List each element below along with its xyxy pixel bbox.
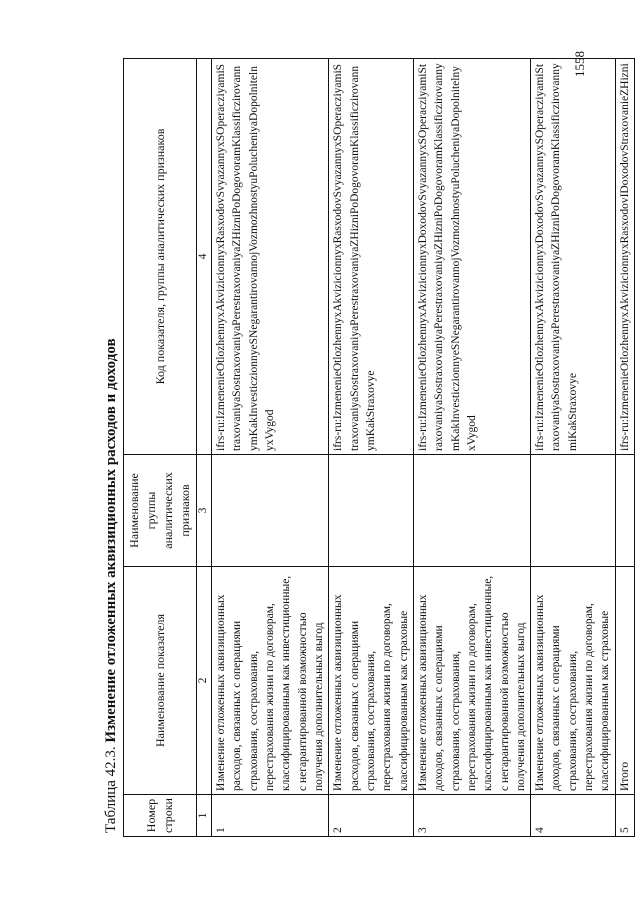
table-row (615, 59, 634, 837)
indicator-code: ifrs-ru:IzmenenieOtlozhennyxAkvizicionnyxRasxodovIDoxodovStraxovanieZHizni (615, 59, 634, 455)
indicator-name: Изменение отложенных аквизиционных расходов, связанных с операциями страхования, сострахования, перестрахования жизни по договорам, классифицированным как инвестиционные, с негарантированной возможностью получения дополнительных выгод (211, 567, 328, 795)
indicator-code: ifrs-ru:IzmenenieOtlozhennyxAkvizicionnyxRasxodovSvyazannyxSOperacziyamiStraxovaniyaSostraxovaniyaPerestraxovaniyaZHizniPoDogovoramKlassificzirovannymKakInvesticzionnyeSNegarantirovannojVozmozhnostyuPolucheniyaDopolnitelnyxVygod (211, 59, 328, 455)
column-number: 3 (197, 455, 212, 567)
table-row (413, 59, 530, 837)
indicator-code: ifrs-ru:IzmenenieOtlozhennyxAkvizicionnyxRasxodovSvyazannyxSOperacziyamiStraxovaniyaSostraxovaniyaPerestraxovaniyaZHizniPoDogovoramKlassificzirovannymKakStraxovye (329, 59, 414, 455)
group-name (413, 455, 530, 567)
group-name (211, 455, 328, 567)
column-number: 4 (197, 59, 212, 455)
indicator-code: ifrs-ru:IzmenenieOtlozhennyxAkvizicionnyxDoxodovSvyazannyxSOperacziyamiStraxovaniyaSostraxovaniyaPerestraxovaniyaZHizniPoDogovoramKlassificzirovannymiKakStraxovye (531, 59, 616, 455)
group-name (329, 455, 414, 567)
row-number: 4 (531, 795, 616, 837)
header-row (124, 59, 197, 837)
page-number: 1558 (572, 51, 587, 77)
table-row (329, 59, 414, 837)
table-title-prefix: Таблица 42.3. (103, 746, 119, 833)
group-name (615, 455, 634, 567)
indicator-name: Изменение отложенных аквизиционных расходов, связанных с операциями страхования, сострахования, перестрахования жизни по договорам, классифицированным как страховые (329, 567, 414, 795)
column-number: 1 (197, 795, 212, 837)
header-indicator-name: Наименование показателя (124, 567, 197, 795)
header-group-name: Наименование группы аналитических признаков (124, 455, 197, 567)
row-number: 2 (329, 795, 414, 837)
indicator-name: Итого (615, 567, 634, 795)
table-row (211, 59, 328, 837)
indicator-name: Изменение отложенных аквизиционных доходов, связанных с операциями страхования, сострахования, перестрахования жизни по договорам, классифицированным как инвестиционные, с негарантированной возможностью получения дополнительных выгод (413, 567, 530, 795)
row-number: 5 (615, 795, 634, 837)
table-title (103, 338, 120, 833)
table-title-text: Изменение отложенных аквизиционных расходов и доходов (103, 338, 119, 743)
row-number: 1 (211, 795, 328, 837)
column-number: 2 (197, 567, 212, 795)
header-indicator-code: Код показателя, группы аналитических признаков (124, 59, 197, 455)
indicator-code: ifrs-ru:IzmenenieOtlozhennyxAkvizicionnyxDoxodovSvyazannyxSOperacziyamiStraxovaniyaSostraxovaniyaPerestraxovaniyaZHizniPoDogovoramKlassificzirovannymKakInvesticzionnyeSNegarantirovannojVozmozhnostyuPolucheniyaDopolnitelnyxVygod (413, 59, 530, 455)
column-number-row (197, 59, 212, 837)
table-row (531, 59, 616, 837)
indicator-name: Изменение отложенных аквизиционных доходов, связанных с операциями страхования, сострахования, перестрахования жизни по договорам, классифицированным как страховые (531, 567, 616, 795)
row-number: 3 (413, 795, 530, 837)
header-row-number: Номер строки (124, 795, 197, 837)
data-table (123, 58, 635, 837)
group-name (531, 455, 616, 567)
